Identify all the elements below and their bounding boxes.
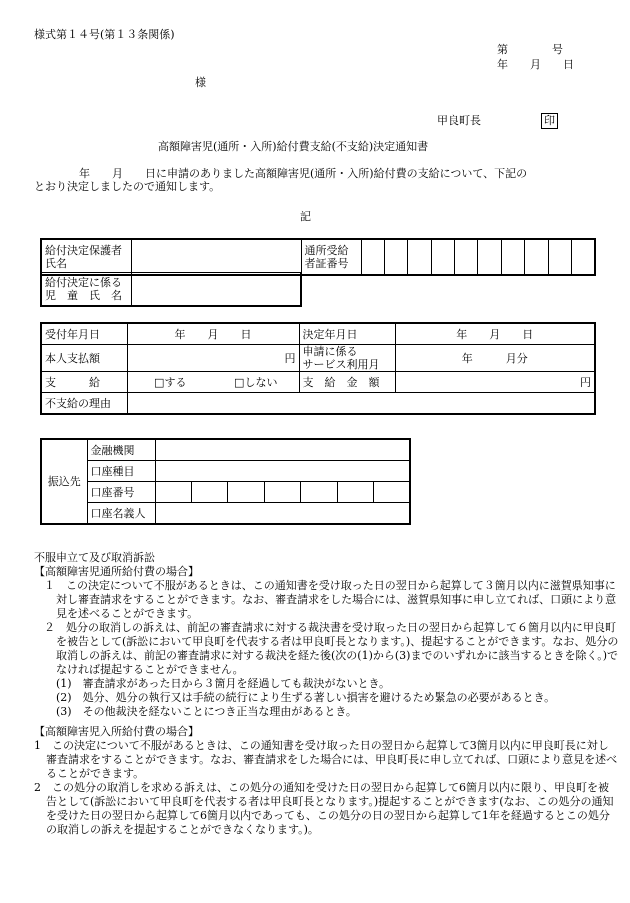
cert-digit-box[interactable]	[572, 239, 595, 275]
cert-digit-box[interactable]	[455, 239, 478, 275]
cert-digit-box[interactable]	[525, 239, 548, 275]
reason-label: 不支給の理由	[41, 393, 127, 415]
decision-table	[40, 322, 596, 415]
receipt-date-field[interactable]: 年 月 日	[127, 323, 299, 345]
cert-digit-box[interactable]	[384, 239, 407, 275]
form-id: 様式第１４号(第１３条関係)	[34, 28, 175, 41]
account-digit-box[interactable]	[337, 482, 373, 503]
payment-label: 支 給	[41, 372, 127, 393]
cert-digit-box[interactable]	[478, 239, 501, 275]
payment-no-checkbox[interactable]: □しない	[213, 372, 299, 393]
recipient-table	[40, 238, 596, 276]
appeal-notes	[34, 551, 619, 837]
payment-amount-field[interactable]: 円	[395, 372, 595, 393]
child-table	[40, 272, 302, 307]
decision-date-label: 決定年月日	[299, 323, 395, 345]
guardian-name-field[interactable]	[131, 239, 301, 275]
cert-digit-box[interactable]	[408, 239, 431, 275]
payment-amount-label: 支 給 金 額	[299, 372, 395, 393]
note-item: １ この決定について不服があるときは、この通知書を受け取った日の翌日から起算して３箇月以内に滋賀県知事に対し審査請求をすることができます。なお、審査請求をした場合には、滋賀県知事に申し立てれば、口頭により意見を述べることができます。	[44, 579, 617, 620]
note-subitem: (1) 審査請求があった日から３箇月を経過しても裁決がないとき。	[56, 677, 391, 690]
account-digit-box[interactable]	[264, 482, 300, 503]
account-digit-box[interactable]	[191, 482, 227, 503]
issue-date: 年 月 日	[497, 58, 574, 71]
bank-label: 金融機関	[87, 439, 155, 461]
section-title-day-care: 【高額障害児通所給付費の場合】	[34, 565, 199, 578]
account-digit-box[interactable]	[301, 482, 337, 503]
bank-field[interactable]	[155, 439, 410, 461]
doc-number: 第 号	[497, 43, 563, 56]
account-digit-box[interactable]	[374, 482, 410, 503]
self-pay-label: 本人支払額	[41, 345, 127, 372]
transfer-table	[40, 438, 411, 525]
cert-digit-box[interactable]	[548, 239, 571, 275]
note-item: 1 この決定について不服があるときは、この通知書を受け取った日の翌日から起算して3箇月以内に甲良町長に対し審査請求をすることができます。なお、審査請求をした場合には、甲良町長に申し立てれば、口頭により意見を述べることができます。	[34, 739, 618, 780]
addressee-suffix: 様	[195, 76, 206, 89]
notes-heading: 不服申立て及び取消訴訟	[34, 551, 155, 564]
note-item: ２ 処分の取消しの訴えは、前記の審査請求に対する裁決書を受け取った日の翌日から起算して６箇月以内に甲良町を被告として(訴訟において甲良町を代表する者は甲良町長となります。)、提起することができます。なお、処分の取消しの訴えは、前記の審査請求に対する裁決を経た後(次の(1)から(3)までのいずれかに該当するときを除く。)でなければ提起することができません。	[44, 621, 619, 676]
intro-text	[34, 167, 620, 193]
note-item: 2 この処分の取消しを求める訴えは、この処分の通知を受けた日の翌日から起算して6箇月以内に限り、甲良町を被告として(訴訟において甲良町を代表する者は甲良町長となります。)提起することができます(なお、この処分の通知を受けた日の翌日から起算して6箇月以内であっても、この処分の日の翌日から起算して1年を経過するとこの処分の取消しの訴えを提起することができなくなります。)。	[34, 781, 614, 836]
intro-line-2: とおり決定しましたので通知します。	[34, 180, 221, 193]
payment-yes-checkbox[interactable]: □する	[127, 372, 213, 393]
cert-digit-box[interactable]	[361, 239, 384, 275]
seal-mark: 印	[541, 113, 558, 129]
guardian-name-label: 給付決定保護者 氏名	[41, 239, 131, 275]
transfer-label: 振込先	[41, 439, 87, 524]
account-digit-box[interactable]	[155, 482, 191, 503]
cert-number-label: 通所受給 者証番号	[301, 239, 361, 275]
ki-heading: 記	[300, 210, 311, 223]
holder-label: 口座名義人	[87, 503, 155, 525]
cert-digit-box[interactable]	[431, 239, 454, 275]
document-title: 高額障害児(通所・入所)給付費支給(不支給)決定通知書	[158, 140, 429, 153]
section-title-residential: 【高額障害児入所給付費の場合】	[34, 725, 199, 738]
child-name-field[interactable]	[131, 273, 301, 307]
service-month-label: 申請に係る サービス利用月	[299, 345, 395, 372]
account-number-label: 口座番号	[87, 482, 155, 503]
cert-digit-box[interactable]	[501, 239, 524, 275]
self-pay-field[interactable]: 円	[127, 345, 299, 372]
reason-field[interactable]	[127, 393, 595, 415]
account-digit-box[interactable]	[228, 482, 264, 503]
intro-line-1: 年 月 日に申請のありました高額障害児(通所・入所)給付費の支給について、下記の	[79, 167, 528, 180]
decision-date-field[interactable]: 年 月 日	[395, 323, 595, 345]
holder-field[interactable]	[155, 503, 410, 525]
account-type-label: 口座種目	[87, 461, 155, 482]
account-type-field[interactable]	[155, 461, 410, 482]
note-subitem: (2) 処分、処分の執行又は手続の続行により生ずる著しい損害を避けるため緊急の必要があるとき。	[56, 691, 556, 704]
receipt-date-label: 受付年月日	[41, 323, 127, 345]
issuer: 甲良町長	[437, 114, 481, 127]
child-name-label: 給付決定に係る 児 童 氏 名	[41, 273, 131, 307]
service-month-field[interactable]: 年 月分	[395, 345, 595, 372]
note-subitem: (3) その他裁決を経ないことにつき正当な理由があるとき。	[56, 705, 357, 718]
